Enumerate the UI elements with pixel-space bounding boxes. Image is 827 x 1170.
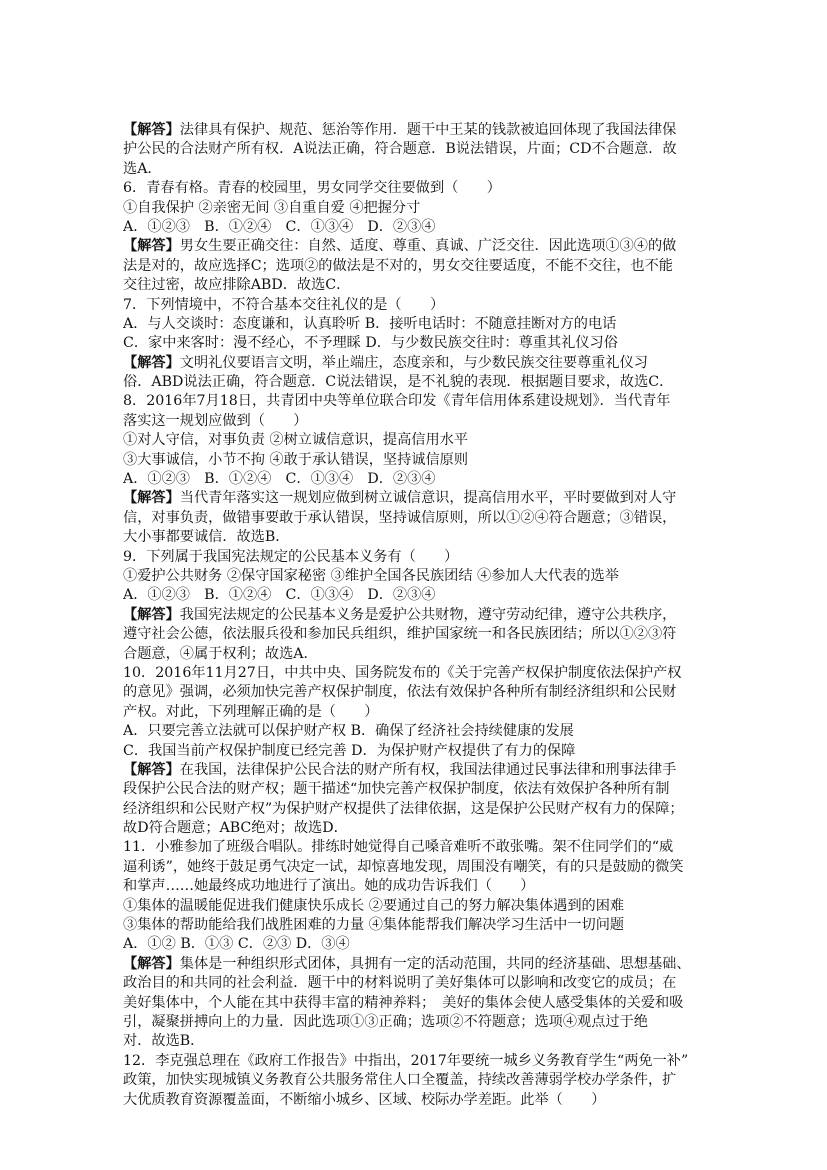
line-text: 当代青年落实这一规划应做到树立诚信意识，提高信用水平，平时要做到对人守	[179, 490, 677, 507]
text-line	[123, 567, 723, 586]
answer-tag: 【解答】	[123, 955, 180, 972]
line-text: 集体是一种组织形式团体，具拥有一定的活动范围，共同的经济基础、思想基础、	[179, 955, 691, 972]
line-text: 引，凝聚拼搏向上的力量．因此选项①③正确；选项②不符题意；选项④观点过于绝	[123, 1013, 648, 1030]
text-line	[123, 664, 723, 683]
text-line	[123, 199, 723, 218]
line-text: 我国宪法规定的公民基本义务是爱护公共财物，遵守劳动纪律，遵守公共秩序，	[179, 606, 677, 623]
line-text: 政治目的和共同的社会利益．题干中的材料说明了美好集体可以影响和改变它的成员；在	[123, 975, 677, 992]
answer-tag: 【解答】	[123, 238, 180, 255]
line-text: ①集体的温暖能促进我们健康快乐成长 ②要通过自己的努力解决集体遇到的困难	[123, 897, 625, 914]
text-line	[123, 1013, 723, 1032]
line-text: 12．李克强总理在《政府工作报告》中指出，2017年要统一城乡义务教育学生“两免一补”	[123, 1052, 689, 1069]
line-text: 文明礼仪要语言文明，举止端庄，态度亲和，与少数民族交往要尊重礼仪习	[179, 354, 648, 371]
line-text: A．只要完善立法就可以保护财产权 B．确保了经济社会持续健康的发展	[123, 723, 574, 740]
line-text: 交往过密，故应排除ABD．故选C．	[123, 277, 351, 294]
line-text: 6．青春有格。青春的校园里，男女同学交往要做到（ ）	[123, 180, 501, 197]
line-text: 的意见》强调，必须加快完善产权保护制度，依法有效保护各种所有制经济组织和公民财	[123, 684, 677, 701]
text-line	[123, 354, 723, 373]
text-line	[123, 761, 723, 780]
line-text: 9．下列属于我国宪法规定的公民基本义务有（ ）	[123, 548, 459, 565]
line-text: 信，对事负责，做错事要敢于承认错误，坚持诚信原则，所以①②④符合题意；③错误，	[123, 509, 677, 526]
answer-tag: 【解答】	[123, 761, 180, 778]
line-text: 7．下列情境中，不符合基本交往礼仪的是（ ）	[123, 296, 445, 313]
line-text: 对．故选B．	[123, 1033, 205, 1050]
line-text: A．与人交谈时：态度谦和，认真聆听 B．接听电话时：不随意挂断对方的电话	[123, 315, 617, 332]
line-text: A．①②③ B．①②④ C．①③④ D．②③④	[123, 218, 436, 235]
text-line	[123, 994, 723, 1013]
text-line	[123, 237, 723, 256]
text-line	[123, 276, 723, 295]
text-line	[123, 470, 723, 489]
text-line	[123, 121, 723, 140]
line-text: 逼利诱”，她终于鼓足勇气决定一试，却惊喜地发现，周围没有嘲笑，有的只是鼓励的微笑	[123, 858, 684, 875]
text-line	[123, 742, 723, 761]
line-text: 遵守社会公德，依法服兵役和参加民兵组织，维护国家统一和各民族团结；所以①②③符	[123, 626, 677, 643]
line-text: 在我国，法律保护公民合法的财产所有权，我国法律通过民事法律和刑事法律手	[179, 761, 677, 778]
text-line	[123, 315, 723, 334]
text-line	[123, 431, 723, 450]
line-text: 8．2016年7月18日，共青团中央等单位联合印发《青年信用体系建设规划》．当代青年	[123, 393, 671, 410]
text-line	[123, 1071, 723, 1090]
text-line	[123, 140, 723, 159]
text-line	[123, 586, 723, 605]
text-line	[123, 218, 723, 237]
text-line	[123, 819, 723, 838]
line-text: 10．2016年11月27日，中共中央、国务院发布的《关于完善产权保护制度依法保护产权	[123, 664, 682, 681]
line-text: A．①②③ B．①②④ C．①③④ D．②③④	[123, 587, 436, 604]
line-text: 政策，加快实现城镇义务教育公共服务常住人口全覆盖，持续改善薄弱学校办学条件，扩	[123, 1072, 677, 1089]
text-line	[123, 800, 723, 819]
text-line	[123, 528, 723, 547]
line-text: C．我国当前产权保护制度已经完善 D．为保护财产权提供了有力的保障	[123, 742, 576, 759]
line-text: 和掌声……她最终成功地进行了演出。她的成功告诉我们（ ）	[123, 878, 535, 895]
text-line	[123, 974, 723, 993]
line-text: 男女生要正确交往：自然、适度、尊重、真诚、广泛交往．因此选项①③④的做	[179, 238, 677, 255]
text-line	[123, 451, 723, 470]
text-line	[123, 373, 723, 392]
text-line	[123, 179, 723, 198]
document-page	[123, 121, 723, 1110]
text-line	[123, 1091, 723, 1110]
line-text: 11．小雅参加了班级合唱队。排练时她觉得自己嗓音难听不敢张嘴。架不住同学们的“威	[123, 839, 674, 856]
answer-tag: 【解答】	[123, 354, 180, 371]
text-line	[123, 935, 723, 954]
text-line	[123, 296, 723, 315]
text-line	[123, 489, 723, 508]
text-line	[123, 780, 723, 799]
text-line	[123, 412, 723, 431]
line-text: 故D符合题意；ABC绝对；故选D．	[123, 820, 348, 837]
text-line	[123, 392, 723, 411]
line-text: 产权。对此，下列理解正确的是（ ）	[123, 703, 379, 720]
text-line	[123, 838, 723, 857]
text-line	[123, 334, 723, 353]
answer-tag: 【解答】	[123, 490, 180, 507]
answer-tag: 【解答】	[123, 122, 180, 138]
text-line	[123, 877, 723, 896]
text-line	[123, 645, 723, 664]
line-text: 大优质教育资源覆盖面，不断缩小城乡、区域、校际办学差距。此举（ ）	[123, 1091, 606, 1108]
text-line	[123, 160, 723, 179]
line-text: ①自我保护 ②亲密无间 ③自重自爱 ④把握分寸	[123, 199, 421, 216]
line-text: ①爱护公共财务 ②保守国家秘密 ③维护全国各民族团结 ④参加人大代表的选举	[123, 567, 619, 584]
text-line	[123, 548, 723, 567]
line-text: 护公民的合法财产所有权．A说法正确，符合题意．B说法错误，片面；CD不合题意．故	[123, 141, 677, 158]
text-line	[123, 955, 723, 974]
line-text: ③集体的帮助能给我们战胜困难的力量 ④集体能帮我们解决学习生活中一切问题	[123, 917, 625, 934]
line-text: 大小事都要诚信．故选B．	[123, 529, 290, 546]
text-line	[123, 257, 723, 276]
line-text: 经济组织和公民财产权”为保护财产权提供了法律依据，这是保护公民财产权有力的保障；	[123, 800, 684, 817]
text-line	[123, 703, 723, 722]
text-line	[123, 683, 723, 702]
text-line	[123, 625, 723, 644]
text-line	[123, 916, 723, 935]
text-line	[123, 1052, 723, 1071]
line-text: ③大事诚信，小节不拘 ④敢于承认错误，坚持诚信原则	[123, 451, 469, 468]
answer-tag: 【解答】	[123, 606, 180, 623]
line-text: 法律具有保护、规范、惩治等作用．题干中王某的钱款被追回体现了我国法律保	[179, 122, 677, 138]
line-text: A．①②③ B．①②④ C．①③④ D．②③④	[123, 471, 436, 488]
line-text: 美好集体中，个人能在其中获得丰富的精神养料； 美好的集体会使人感受集体的关爱和吸	[123, 994, 684, 1011]
line-text: 选A．	[123, 160, 162, 177]
text-line	[123, 897, 723, 916]
text-line	[123, 722, 723, 741]
line-text: 法是对的，故应选择C；选项②的做法是不对的，男女交往要适度，不能不交往，也不能	[123, 257, 673, 274]
line-text: ①对人守信，对事负责 ②树立诚信意识，提高信用水平	[123, 432, 469, 449]
line-text: 段保护公民合法的财产权；题干描述“加快完善产权保护制度，依法有效保护各种所有制	[123, 781, 670, 798]
line-text: 俗．ABD说法正确，符合题意．C说法错误，是不礼貌的表现．根据题目要求，故选C．	[123, 374, 674, 391]
line-text: 合题意，④属于权利；故选A．	[123, 645, 318, 662]
text-line	[123, 509, 723, 528]
line-text: 落实这一规划应做到（ ）	[123, 412, 308, 429]
line-text: A．①② B．①③ C．②③ D．③④	[123, 936, 350, 953]
text-line	[123, 606, 723, 625]
text-line	[123, 1032, 723, 1051]
line-text: C．家中来客时：漫不经心，不予理睬 D．与少数民族交往时：尊重其礼仪习俗	[123, 335, 618, 352]
text-line	[123, 858, 723, 877]
